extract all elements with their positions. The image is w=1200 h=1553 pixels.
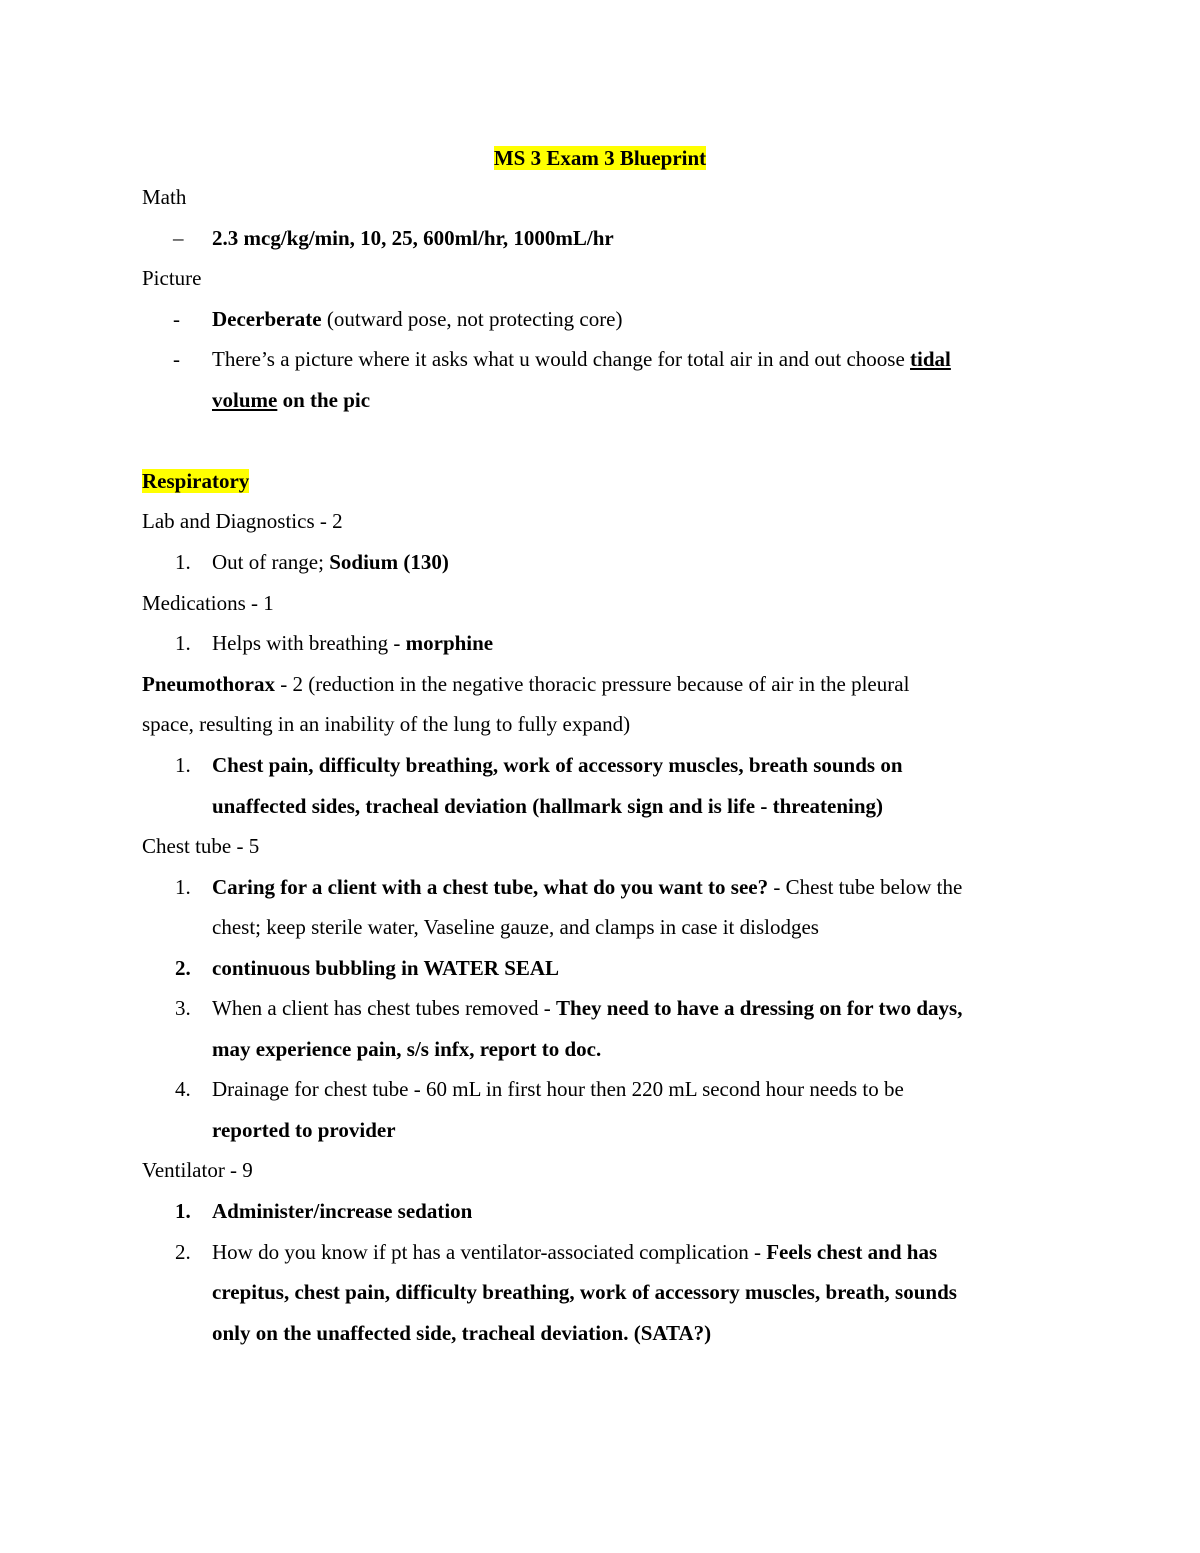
document-title-line — [0, 141, 1200, 175]
chest-tube-item-4-line-1: Drainage for chest tube - 60 mL in first hour then 220 mL second hour needs to be — [212, 1077, 904, 1101]
ventilator-item-2-line-1 — [212, 1235, 937, 1269]
document-title: MS 3 Exam 3 Blueprint — [493, 146, 707, 170]
lab-heading: Lab and Diagnostics - 2 — [142, 509, 343, 533]
ventilator-item-1: Administer/increase sedation — [212, 1199, 473, 1223]
picture-item-2-tail: on the pic — [277, 388, 371, 412]
ventilator-item-2-line-2: crepitus, chest pain, difficulty breathing, work of accessory muscles, breath, sounds — [212, 1280, 957, 1304]
chest-tube-heading: Chest tube - 5 — [142, 834, 260, 858]
lab-item — [212, 545, 449, 579]
medications-heading: Medications - 1 — [142, 591, 274, 615]
ventilator-item-2-text: How do you know if pt has a ventilator-associated complication - — [212, 1240, 767, 1264]
chest-tube-item-2-number: 2. — [175, 956, 191, 980]
medications-item-bold: morphine — [405, 631, 494, 655]
ventilator-item-2-number: 2. — [175, 1240, 191, 1264]
ventilator-item-1-number: 1. — [175, 1199, 191, 1223]
chest-tube-item-2: continuous bubbling in WATER SEAL — [212, 956, 560, 980]
respiratory-heading: Respiratory — [142, 469, 250, 493]
pneumothorax-item-line-1: Chest pain, difficulty breathing, work of accessory muscles, breath sounds on — [212, 753, 903, 777]
pneumothorax-item-number: 1. — [175, 753, 191, 777]
picture-item-2-underlined-2: volume — [212, 388, 278, 412]
medications-item-text: Helps with breathing - — [212, 631, 406, 655]
chest-tube-item-4-line-2: reported to provider — [212, 1118, 396, 1142]
picture-bullet-1: - — [173, 307, 180, 331]
math-bullet: – — [173, 226, 184, 250]
chest-tube-item-1-bold: Caring for a client with a chest tube, what do you want to see? — [212, 875, 769, 899]
picture-bullet-2: - — [173, 347, 180, 371]
picture-item-2-underlined-1: tidal — [910, 347, 951, 371]
picture-item-1 — [212, 302, 623, 336]
chest-tube-item-3-line-1 — [212, 991, 962, 1025]
picture-item-1-rest: (outward pose, not protecting core) — [321, 307, 623, 331]
picture-heading: Picture — [142, 266, 202, 290]
pneumothorax-heading-line-2: space, resulting in an inability of the lung to fully expand) — [142, 712, 631, 736]
picture-item-2-line-2 — [212, 383, 370, 417]
chest-tube-item-3-bold: They need to have a dressing on for two days, — [556, 996, 963, 1020]
pneumothorax-item-line-2: unaffected sides, tracheal deviation (hallmark sign and is life - threatening) — [212, 794, 884, 818]
lab-item-number: 1. — [175, 550, 191, 574]
pneumothorax-heading-line-1 — [142, 667, 909, 701]
pneumothorax-heading-rest: - 2 (reduction in the negative thoracic pressure because of air in the pleural — [275, 672, 910, 696]
math-heading: Math — [142, 185, 187, 209]
respiratory-heading-line — [142, 464, 249, 498]
pneumothorax-heading-bold: Pneumothorax — [142, 672, 275, 696]
chest-tube-item-1-rest: - Chest tube below the — [768, 875, 963, 899]
medications-item-number: 1. — [175, 631, 191, 655]
chest-tube-item-1-number: 1. — [175, 875, 191, 899]
chest-tube-item-4-number: 4. — [175, 1077, 191, 1101]
chest-tube-item-3-line-2: may experience pain, s/s infx, report to doc. — [212, 1037, 602, 1061]
ventilator-item-2-line-3: only on the unaffected side, tracheal deviation. (SATA?) — [212, 1321, 712, 1345]
lab-item-text: Out of range; — [212, 550, 330, 574]
ventilator-heading: Ventilator - 9 — [142, 1158, 253, 1182]
chest-tube-item-1-line-2: chest; keep sterile water, Vaseline gauze, and clamps in case it dislodges — [212, 915, 819, 939]
ventilator-item-2-bold: Feels chest and has — [766, 1240, 938, 1264]
chest-tube-item-3-number: 3. — [175, 996, 191, 1020]
picture-item-2-text: There’s a picture where it asks what u would change for total air in and out choose — [212, 347, 911, 371]
lab-item-bold: Sodium (130) — [329, 550, 449, 574]
chest-tube-item-3-text: When a client has chest tubes removed - — [212, 996, 557, 1020]
medications-item — [212, 626, 493, 660]
chest-tube-item-1-line-1 — [212, 870, 962, 904]
picture-item-1-bold: Decerberate — [212, 307, 322, 331]
math-item: 2.3 mcg/kg/min, 10, 25, 600ml/hr, 1000mL/hr — [212, 226, 614, 250]
picture-item-2-line-1 — [212, 342, 951, 376]
